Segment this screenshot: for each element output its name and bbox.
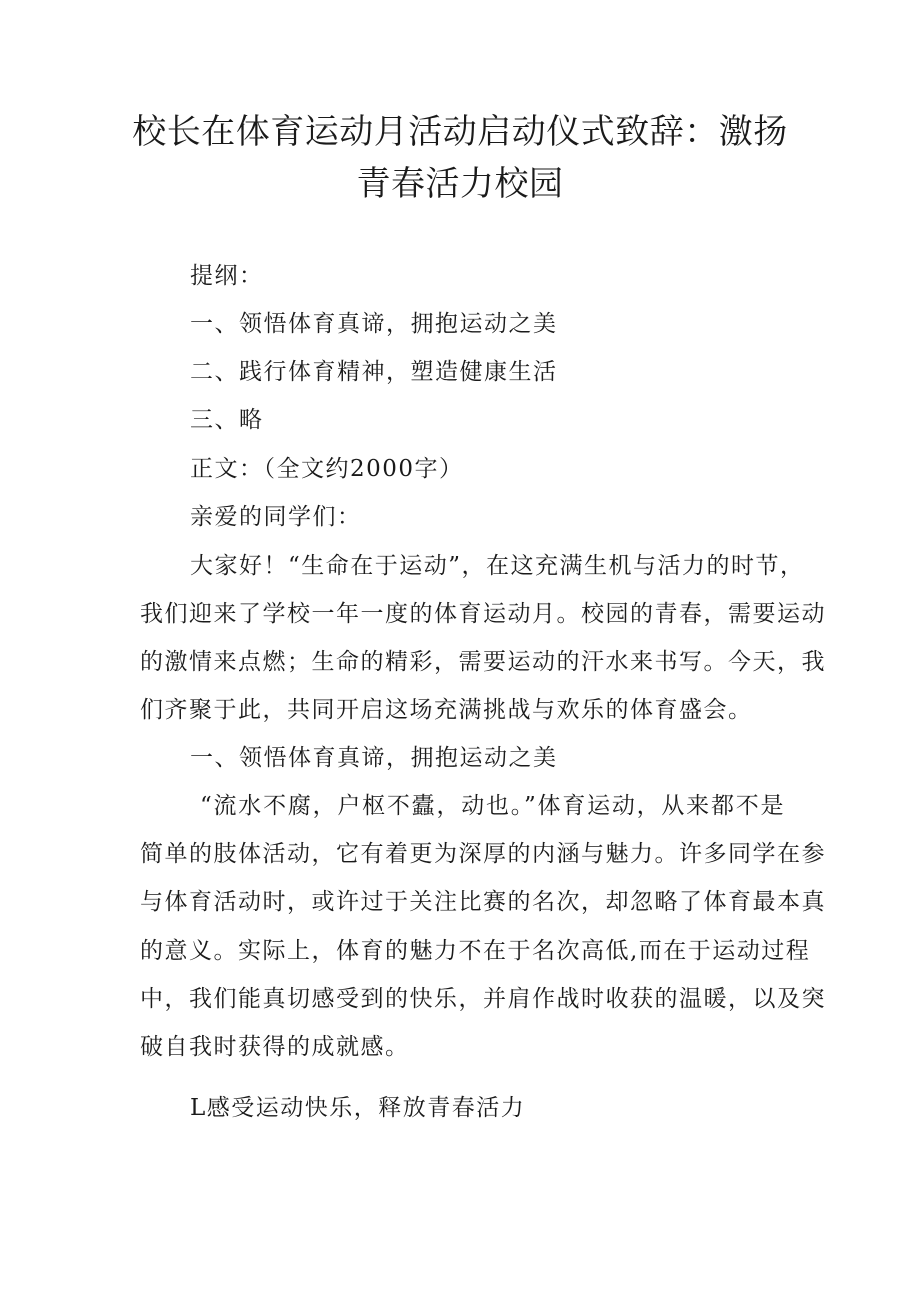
paragraph-2-line-1: “流水不腐，户枢不蠹，动也。”体育运动，从来都不是 [200, 793, 785, 819]
subsection-1-heading: L感受运动快乐，释放青春活力 [190, 1095, 526, 1121]
outline-item-2: 二、践行体育精神，塑造健康生活 [190, 359, 558, 385]
outline-item-1: 一、领悟体育真谛，拥抱运动之美 [190, 311, 558, 337]
title-line-1: 校长在体育运动月活动启动仪式致辞：激扬 [132, 112, 788, 152]
paragraph-2-line-2: 简单的肢体活动，它有着更为深厚的内涵与魅力。许多同学在参 [140, 841, 826, 867]
section-1-heading: 一、领悟体育真谛，拥抱运动之美 [190, 745, 558, 771]
paragraph-1-line-3: 的激情来点燃；生命的精彩，需要运动的汗水来书写。今天，我 [140, 649, 826, 675]
paragraph-2-line-5: 中，我们能真切感受到的快乐，并肩作战时收获的温暖，以及突 [140, 986, 826, 1012]
title-line-2: 青春活力校园 [356, 164, 564, 204]
salutation: 亲爱的同学们： [190, 504, 362, 530]
paragraph-2-line-6: 破自我时获得的成就感。 [140, 1034, 410, 1060]
paragraph-2-line-4: 的意义。实际上，体育的魅力不在于名次高低,而在于运动过程 [140, 938, 811, 964]
paragraph-2-line-3: 与体育活动时，或许过于关注比赛的名次，却忽略了体育最本真 [140, 889, 826, 915]
outline-label: 提纲： [190, 263, 264, 289]
body-label: 正文：（全文约2000字） [190, 456, 464, 482]
document-title [120, 106, 800, 210]
paragraph-1-line-2: 我们迎来了学校一年一度的体育运动月。校园的青春，需要运动 [140, 601, 826, 627]
paragraph-1-line-1: 大家好！“生命在于运动”，在这充满生机与活力的时节， [190, 553, 805, 579]
outline-item-3: 三、略 [190, 407, 264, 433]
paragraph-1-line-4: 们齐聚于此，共同开启这场充满挑战与欢乐的体育盛会。 [140, 697, 753, 723]
